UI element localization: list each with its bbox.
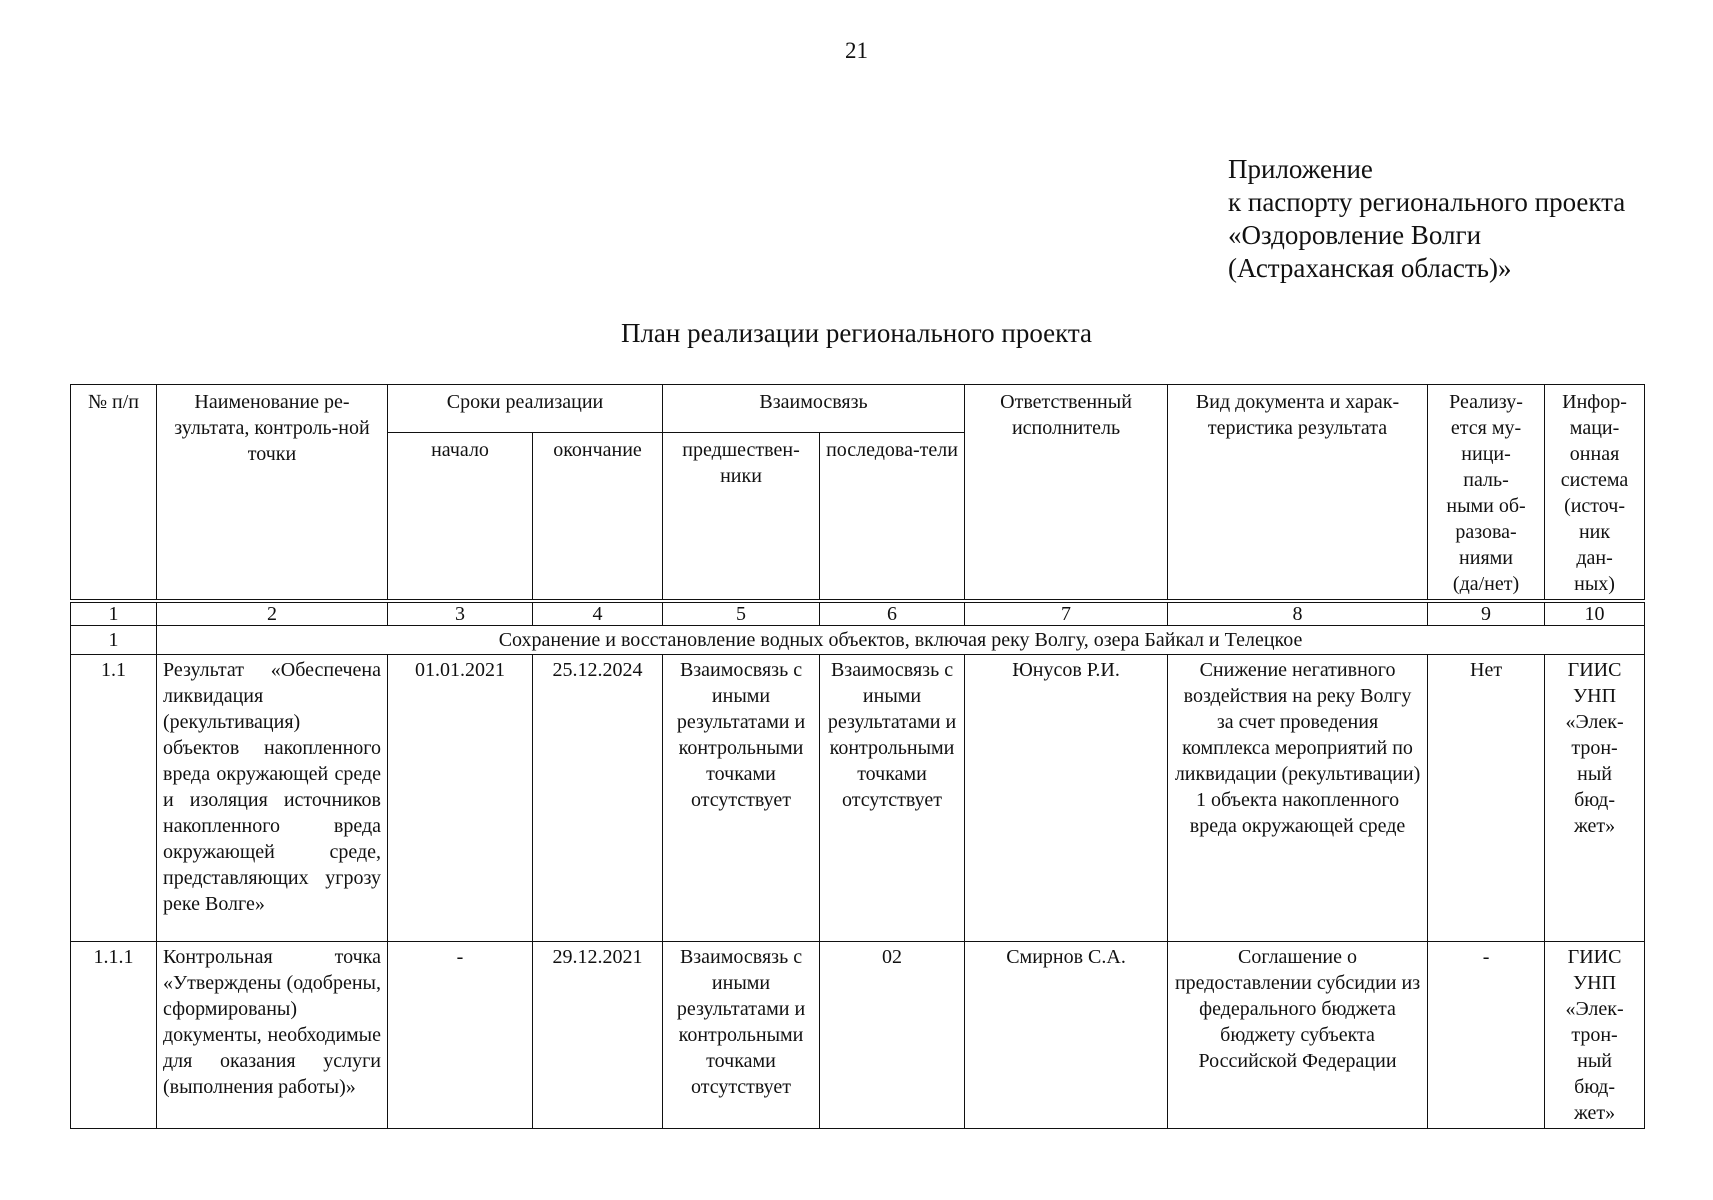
header-predecessors: предшествен-ники [663,433,820,601]
header-municipal: Реализу- ется му- ници- паль- ными об- разова- ниями (да/нет) [1428,385,1545,602]
column-number: 10 [1545,601,1645,626]
header-end: окончание [533,433,663,601]
row-name: Результат «Обеспечена ликвидация (рекультивация) объектов накопленного вреда окружающей среде и изоляция источников накопленного вреда окружающей среде, представляющих угрозу реке Волге» [157,655,388,942]
column-number: 6 [820,601,965,626]
row-start: - [388,942,533,1129]
section-num: 1 [71,626,157,655]
header-responsible: Ответственный исполнитель [965,385,1168,602]
page-number: 21 [845,38,868,63]
appendix-line: (Астраханская область)» [1228,253,1512,283]
appendix-line: Приложение [1228,154,1373,184]
column-number: 1 [71,601,157,626]
row-municipal: Нет [1428,655,1545,942]
row-start: 01.01.2021 [388,655,533,942]
header-info-system: Инфор- маци- онная система (источ- ник дан- ных) [1545,385,1645,602]
header-num: № п/п [71,385,157,602]
row-end: 29.12.2021 [533,942,663,1129]
row-predecessors: Взаимосвязь с иными результатами и контрольными точками отсутствует [663,942,820,1129]
appendix-line: «Оздоровление Волги [1228,220,1482,250]
row-doc-type: Соглашение о предоставлении субсидии из федерального бюджета бюджету субъекта Российской Федерации [1168,942,1428,1129]
column-number: 4 [533,601,663,626]
row-info-system: ГИИС УНП «Элек- трон- ный бюд- жет» [1545,942,1645,1129]
column-number: 9 [1428,601,1545,626]
column-number: 3 [388,601,533,626]
appendix-line: к паспорту регионального проекта [1228,187,1626,217]
row-municipal: - [1428,942,1545,1129]
row-end: 25.12.2024 [533,655,663,942]
section-row [71,626,1645,655]
column-number: 8 [1168,601,1428,626]
row-successors: 02 [820,942,965,1129]
section-title: Сохранение и восстановление водных объектов, включая реку Волгу, озера Байкал и Телецкое [157,626,1645,655]
header-relation: Взаимосвязь [663,385,965,433]
column-number: 2 [157,601,388,626]
header-name: Наименование ре-зультата, контроль-ной точки [157,385,388,602]
header-terms: Сроки реализации [388,385,663,433]
plan-title: План реализации регионального проекта [620,318,1093,348]
row-responsible: Юнусов Р.И. [965,655,1168,942]
row-doc-type: Снижение негативного воздействия на реку Волгу за счет проведения комплекса мероприятий по ликвидации (рекультивации) 1 объекта накопленного вреда окружающей среде [1168,655,1428,942]
column-number: 5 [663,601,820,626]
row-responsible: Смирнов С.А. [965,942,1168,1129]
appendix-note [1228,153,1625,285]
row-predecessors: Взаимосвязь с иными результатами и контрольными точками отсутствует [663,655,820,942]
header-start: начало [388,433,533,601]
column-number: 7 [965,601,1168,626]
table-row [71,942,1645,1129]
row-num: 1.1.1 [71,942,157,1129]
row-info-system: ГИИС УНП «Элек- трон- ный бюд- жет» [1545,655,1645,942]
row-name: Контрольная точка «Утверждены (одобрены, сформированы) документы, необходимые для оказания услуги (выполнения работы)» [157,942,388,1129]
row-num: 1.1 [71,655,157,942]
plan-table [70,384,1645,1129]
table-row [71,655,1645,942]
header-successors: последова-тели [820,433,965,601]
column-number-row [71,601,1645,626]
header-doc-type: Вид документа и харак-теристика результата [1168,385,1428,602]
row-successors: Взаимосвязь с иными результатами и контрольными точками отсутствует [820,655,965,942]
